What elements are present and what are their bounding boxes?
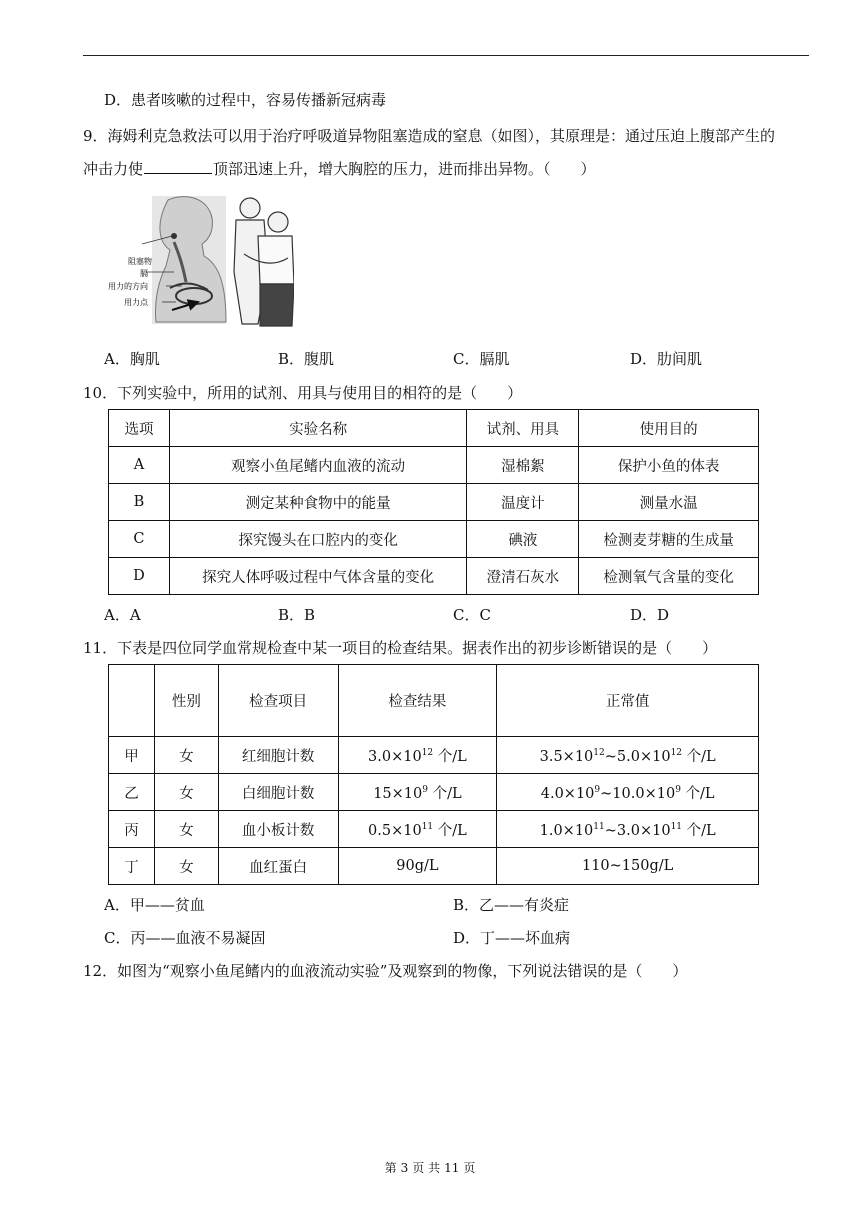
q11-option-a: A．甲——贫血 (104, 896, 205, 914)
table-cell: C (109, 521, 170, 558)
table-cell: 保护小鱼的体表 (579, 447, 759, 484)
table-cell: 女 (154, 737, 218, 774)
table-cell: 碘液 (467, 521, 579, 558)
q11-option-c: C．丙——血液不易凝固 (104, 929, 266, 947)
label-obstruction: 阻塞物 (128, 257, 152, 266)
table-cell: 温度计 (467, 484, 579, 521)
table-cell-normal: $3.5\times 10^{12}\sim 5.0\times 10^{12}$ 个/L (497, 737, 759, 774)
q11-option-d: D．丁——坏血病 (453, 929, 571, 947)
q9-option-a: A．胸肌 (104, 350, 160, 368)
q11-stem: 11．下表是四位同学血常规检查中某一项目的检查结果。据表作出的初步诊断错误的是（ ） (83, 639, 718, 657)
table-cell: 女 (154, 774, 218, 811)
q9-option-d: D．肋间肌 (630, 350, 703, 368)
table-cell: 测定某种食物中的能量 (169, 484, 467, 521)
table-cell: 澄清石灰水 (467, 558, 579, 595)
table-row (109, 521, 759, 558)
table-cell: 红细胞计数 (218, 737, 338, 774)
q11-table (108, 664, 759, 885)
table-cell: D (109, 558, 170, 595)
table-cell: 观察小鱼尾鳍内血液的流动 (169, 447, 467, 484)
q9-stem-line2 (83, 158, 596, 180)
table-header-row (109, 665, 759, 737)
table-row (109, 558, 759, 595)
table-cell: 丙 (109, 811, 155, 848)
table-header-cell: 检查结果 (338, 665, 497, 737)
label-force-point: 用力点 (124, 298, 148, 307)
q9-stem-after: 顶部迅速上升，增大胸腔的压力，进而排出异物。（ ） (213, 160, 596, 178)
q9-stem-line1: 9．海姆利克急救法可以用于治疗呼吸道异物阻塞造成的窒息（如图），其原理是：通过压迫上腹部产生的 (83, 127, 776, 145)
q10-option-b: B．B (278, 606, 316, 624)
table-cell-result: 90g/L (338, 848, 497, 885)
table-cell: 血小板计数 (218, 811, 338, 848)
table-cell: 甲 (109, 737, 155, 774)
footer-total-pages: 11 (444, 1161, 460, 1175)
table-cell: 检测麦芽糖的生成量 (579, 521, 759, 558)
table-cell: 湿棉絮 (467, 447, 579, 484)
header-rule (83, 55, 809, 56)
footer-prefix: 第 (384, 1161, 397, 1175)
table-cell: 探究人体呼吸过程中气体含量的变化 (169, 558, 467, 595)
table-row (109, 848, 759, 885)
table-cell-result: $0.5\times 10^{11}$ 个/L (338, 811, 497, 848)
table-header-cell: 正常值 (497, 665, 759, 737)
table-header-cell: 检查项目 (218, 665, 338, 737)
table-cell-normal: $4.0\times 10^9\sim 10.0\times 10^9$ 个/L (497, 774, 759, 811)
q10-stem: 10．下列实验中，所用的试剂、用具与使用目的相符的是（ ） (83, 384, 523, 402)
table-cell: B (109, 484, 170, 521)
table-row (109, 484, 759, 521)
label-diaphragm: 膈 (140, 269, 148, 278)
table-cell: 白细胞计数 (218, 774, 338, 811)
table-cell: 检测氧气含量的变化 (579, 558, 759, 595)
table-cell: 血红蛋白 (218, 848, 338, 885)
footer-page-number: 3 (400, 1161, 409, 1175)
table-cell: 探究馒头在口腔内的变化 (169, 521, 467, 558)
q9-option-b: B．腹肌 (278, 350, 335, 368)
table-cell: 测量水温 (579, 484, 759, 521)
heimlich-figure (108, 192, 294, 328)
q9-option-c: C．膈肌 (453, 350, 510, 368)
q8-option-d: D．患者咳嗽的过程中，容易传播新冠病毒 (104, 91, 387, 109)
table-row (109, 447, 759, 484)
table-header-row (109, 410, 759, 447)
table-cell: 女 (154, 811, 218, 848)
table-cell-result: $15\times 10^9$ 个/L (338, 774, 497, 811)
table-cell: 乙 (109, 774, 155, 811)
q10-option-a: A．A (104, 606, 141, 624)
q12-stem: 12．如图为“观察小鱼尾鳍内的血液流动实验”及观察到的物像，下列说法错误的是（ ） (83, 962, 688, 980)
table-header-cell: 选项 (109, 410, 170, 447)
footer-mid: 页 共 (412, 1161, 441, 1175)
table-row (109, 774, 759, 811)
table-header-cell: 试剂、用具 (467, 410, 579, 447)
q11-option-b: B．乙——有炎症 (453, 896, 570, 914)
table-cell: 女 (154, 848, 218, 885)
q9-stem-before: 冲击力使 (83, 160, 144, 178)
table-header-cell: 性别 (154, 665, 218, 737)
table-row (109, 811, 759, 848)
footer-suffix: 页 (463, 1161, 476, 1175)
table-header-cell: 实验名称 (169, 410, 467, 447)
table-cell-normal: $1.0\times 10^{11}\sim 3.0\times 10^{11}$ 个/L (497, 811, 759, 848)
q9-answer-blank (144, 158, 212, 174)
table-cell: A (109, 447, 170, 484)
q10-option-c: C．C (453, 606, 491, 624)
q10-option-d: D．D (630, 606, 670, 624)
page-footer (0, 1159, 860, 1176)
table-header-cell: 使用目的 (579, 410, 759, 447)
q10-table (108, 409, 759, 595)
table-cell-normal: 110~150g/L (497, 848, 759, 885)
table-cell-result: $3.0\times 10^{12}$ 个/L (338, 737, 497, 774)
table-header-cell (109, 665, 155, 737)
table-cell: 丁 (109, 848, 155, 885)
label-force-direction: 用力的方向 (108, 282, 148, 291)
table-row (109, 737, 759, 774)
